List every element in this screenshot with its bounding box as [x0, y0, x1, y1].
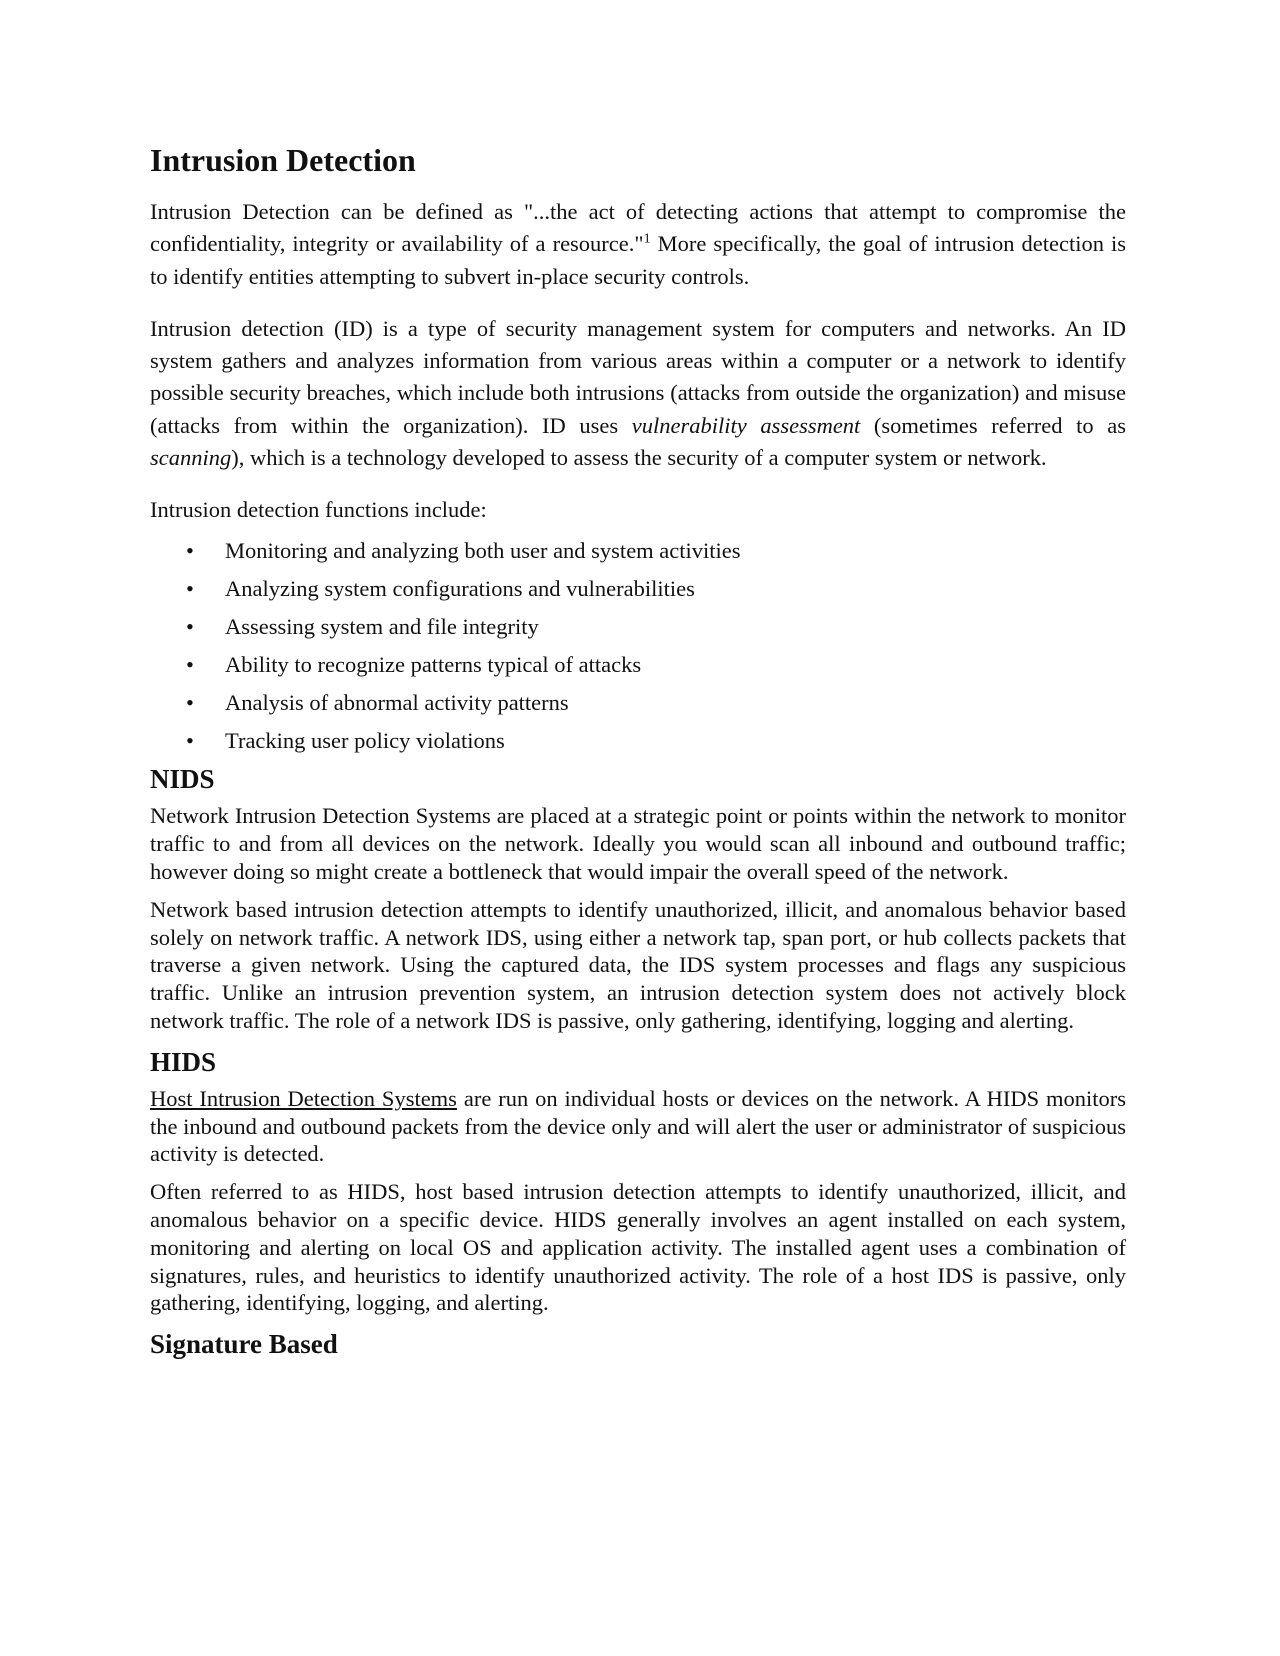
- document-title: Intrusion Detection: [150, 142, 416, 178]
- scanning-term: scanning: [150, 445, 232, 471]
- nids-paragraph-1: Network Intrusion Detection Systems are placed at a strategic point or points within the network to monitor traffic to and from all devices on the network. Ideally you would scan all inbound and outbound traffic; however doing so might create a bottleneck that would impair the overall speed of the network.: [150, 803, 1126, 884]
- list-item: [150, 608, 1126, 646]
- bullet-icon: •: [186, 538, 194, 564]
- list-item-text: Ability to recognize patterns typical of attacks: [225, 652, 642, 678]
- list-item-text: Assessing system and file integrity: [225, 614, 539, 640]
- list-item-text: Monitoring and analyzing both user and system activities: [225, 538, 741, 564]
- hids-heading: HIDS: [150, 1046, 217, 1077]
- list-item: [150, 722, 1126, 760]
- bullet-icon: •: [186, 690, 194, 716]
- functions-list: [150, 532, 1126, 760]
- hids-link[interactable]: Host Intrusion Detection Systems: [150, 1085, 457, 1111]
- list-item: [150, 532, 1126, 570]
- nids-heading: NIDS: [150, 764, 215, 795]
- id-overview-text-3: ), which is a technology developed to assess the security of a computer system or network.: [231, 445, 1047, 471]
- definition-text: Intrusion Detection can be defined as "...the act of detecting actions that attempt to compromise the confidentiality, integrity or availability of a resource.": [150, 199, 1126, 257]
- id-overview-paragraph: [150, 313, 1126, 474]
- bullet-icon: •: [186, 614, 194, 640]
- footnote-reference[interactable]: 1: [643, 231, 651, 247]
- nids-paragraph-2: Network based intrusion detection attempts to identify unauthorized, illicit, and anomalous behavior based solely on network traffic. A network IDS, using either a network tap, span port, or hub collects packets that traverse a given network. Using the captured data, the IDS system processes and flags any suspicious traffic. Unlike an intrusion prevention system, an intrusion detection system does not actively block network traffic. The role of a network IDS is passive, only gathering, identifying, logging and alerting.: [150, 896, 1126, 1033]
- list-item: [150, 646, 1126, 684]
- bullet-icon: •: [186, 576, 194, 602]
- id-overview-text-2: (sometimes referred to as: [860, 412, 1126, 438]
- hids-paragraph-1-text: are run on individual hosts or devices on the network. A HIDS monitors the inbound and outbound packets from the device only and will alert the user or administrator of suspicious activity is detected.: [150, 1085, 1126, 1167]
- list-item-text: Analysis of abnormal activity patterns: [225, 690, 569, 716]
- signature-based-heading: Signature Based: [150, 1329, 338, 1360]
- definition-paragraph: [150, 196, 1126, 293]
- hids-paragraph-1: [150, 1085, 1126, 1168]
- list-item: [150, 684, 1126, 722]
- definition-text-continued: More specifically, the goal of intrusion detection is to identify entities attempting to subvert in-place security controls.: [150, 231, 1127, 289]
- bullet-icon: •: [186, 652, 194, 678]
- list-item: [150, 570, 1126, 608]
- list-item-text: Analyzing system configurations and vulnerabilities: [225, 576, 695, 602]
- id-overview-text: Intrusion detection (ID) is a type of security management system for computers and networks. An ID system gathers and analyzes information from various areas within a computer or a network to identify possible security breaches, which include both intrusions (attacks from outside the organization) and misuse (attacks from within the organization). ID uses: [150, 315, 1126, 438]
- functions-intro: Intrusion detection functions include:: [150, 497, 487, 523]
- vulnerability-assessment-term: vulnerability assessment: [631, 412, 861, 438]
- document-page: [150, 140, 1126, 1367]
- bullet-icon: •: [186, 728, 194, 754]
- list-item-text: Tracking user policy violations: [225, 728, 505, 754]
- hids-paragraph-2: Often referred to as HIDS, host based intrusion detection attempts to identify unauthorized, illicit, and anomalous behavior on a specific device. HIDS generally involves an agent installed on each system, monitoring and alerting on local OS and application activity. The installed agent uses a combination of signatures, rules, and heuristics to identify unauthorized activity. The role of a host IDS is passive, only gathering, identifying, logging, and alerting.: [150, 1179, 1126, 1316]
